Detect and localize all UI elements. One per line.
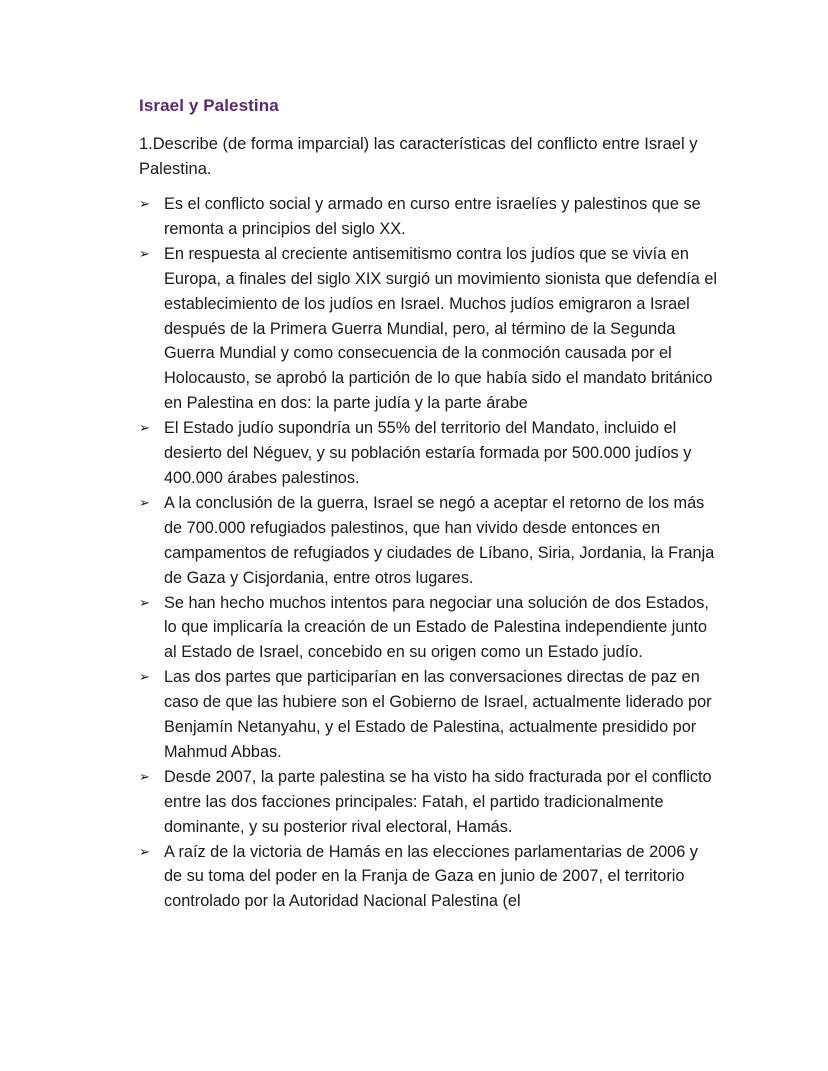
arrow-bullet-icon: ➢ bbox=[139, 494, 150, 510]
arrow-bullet-icon: ➢ bbox=[139, 669, 150, 685]
list-item bbox=[139, 242, 719, 416]
arrow-bullet-icon: ➢ bbox=[139, 768, 150, 784]
list-item-text: Es el conflicto social y armado en curso entre israelíes y palestinos que se remonta a principios del siglo XX. bbox=[164, 195, 701, 238]
list-item-text: Desde 2007, la parte palestina se ha visto ha sido fracturada por el conflicto entre las dos facciones principales: Fatah, el partido tradicionalmente dominante, y su posterior rival electoral, Hamás. bbox=[164, 767, 712, 836]
arrow-bullet-icon: ➢ bbox=[139, 196, 150, 211]
list-item-text: Las dos partes que participarían en las conversaciones directas de paz en caso de que las hubiere son el Gobierno de Israel, actualmente liderado por Benjamín Netanyahu, y el Estado de Palestina, actualmente presidido por Mahmud Abbas. bbox=[164, 668, 712, 761]
list-item-text: En respuesta al creciente antisemitismo contra los judíos que se vivía en Europa, a finales del siglo XIX surgió un movimiento sionista que defendía el establecimiento de los judíos en Israel. Muchos judíos emigraron a Israel después de la Primera Guerra Mundial, pero, al término de la Segunda Guerra Mundial y como consecuencia de la conmoción causada por el Holocausto, se aprobó la partición de lo que había sido el mandato británico en Palestina en dos: la parte judía y la parte árabe bbox=[164, 244, 717, 413]
list-item bbox=[139, 591, 719, 666]
list-item bbox=[139, 665, 719, 765]
list-item-text: Se han hecho muchos intentos para negociar una solución de dos Estados, lo que implicaría la creación de un Estado de Palestina independiente junto al Estado de Israel, concebido en su origen como un Estado judío. bbox=[164, 593, 709, 662]
document-title: Israel y Palestina bbox=[139, 96, 279, 115]
list-item bbox=[139, 840, 719, 915]
list-item bbox=[139, 765, 719, 840]
list-item bbox=[139, 416, 719, 491]
list-item bbox=[139, 491, 719, 591]
list-item bbox=[139, 192, 719, 242]
arrow-bullet-icon: ➢ bbox=[139, 420, 150, 436]
question-text: 1.Describe (de forma imparcial) las características del conflicto entre Israel y Palestina. bbox=[139, 135, 698, 178]
list-item-text: El Estado judío supondría un 55% del territorio del Mandato, incluido el desierto del Néguev, y su población estaría formada por 500.000 judíos y 400.000 árabes palestinos. bbox=[164, 419, 692, 487]
arrow-bullet-icon: ➢ bbox=[139, 245, 150, 261]
list-item-text: A raíz de la victoria de Hamás en las elecciones parlamentarias de 2006 y de su toma del poder en la Franja de Gaza en junio de 2007, el territorio controlado por la Autoridad Nacional Palestina (el bbox=[164, 842, 698, 911]
arrow-bullet-icon: ➢ bbox=[139, 594, 150, 610]
bullet-list bbox=[139, 192, 719, 914]
list-item-text: A la conclusión de la guerra, Israel se negó a aceptar el retorno de los más de 700.000 refugiados palestinos, que han vivido desde entonces en campamentos de refugiados y ciudades de Líbano, Siria, Jordania, la Franja de Gaza y Cisjordania, entre otros lugares. bbox=[164, 493, 715, 587]
arrow-bullet-icon: ➢ bbox=[139, 843, 150, 859]
